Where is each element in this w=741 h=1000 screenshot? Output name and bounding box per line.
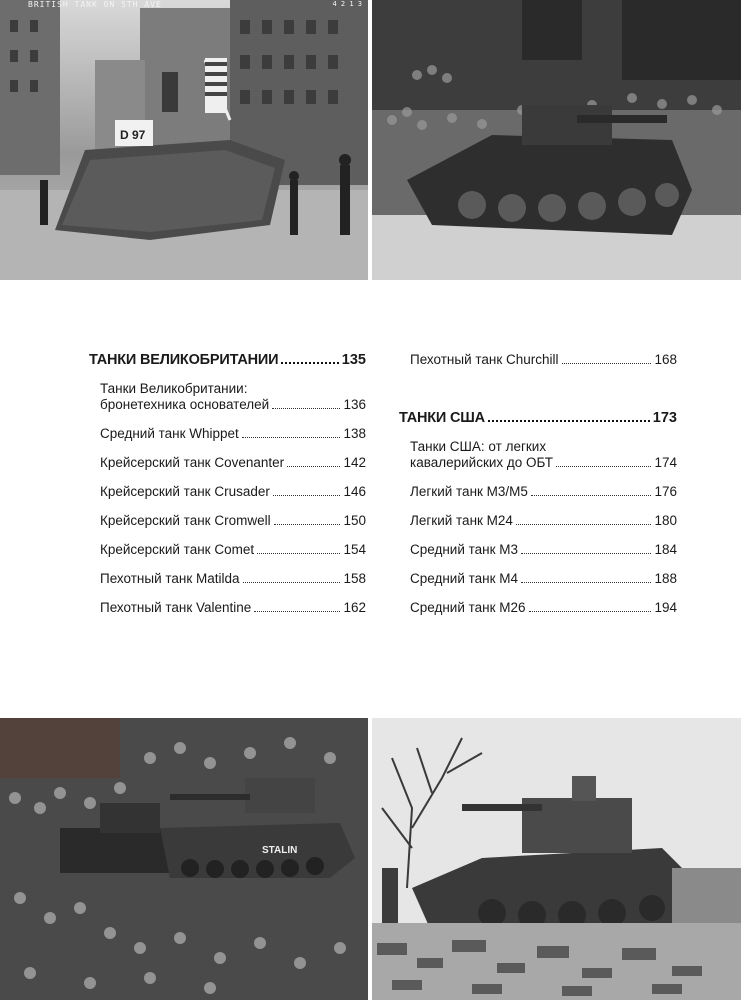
toc-entry-label: Танки Великобритании: бронетехника основателей [100,381,270,412]
toc-entry-label: Пехотный танк Valentine [100,600,252,615]
toc-page-number: 162 [343,600,366,615]
toc-page-number: 168 [654,352,677,367]
toc-entry[interactable] [100,381,366,413]
toc-entry-label: Крейсерский танк Comet [100,542,255,557]
toc-page-number: 135 [341,352,366,368]
toc-leader-dots [529,611,652,612]
toc-leader-dots [521,582,651,583]
toc-entry[interactable] [100,455,366,471]
photo-caption: BRITISH TANK ON 5TH AVE [28,0,162,9]
toc-entry-label: Танки США: от легких кавалерийских до ОБТ [410,439,554,470]
toc-leader-dots [242,437,341,438]
toc-page-number: 142 [343,455,366,470]
toc-page-number: 194 [654,600,677,615]
toc-page-number: 158 [343,571,366,586]
toc-entry[interactable] [100,484,366,500]
toc-entry[interactable] [410,484,677,500]
toc-entry[interactable] [410,571,677,587]
toc-entry-label: Средний танк Whippet [100,426,239,441]
toc-page-number: 173 [652,410,677,426]
photo-cruiser-tank-crowd [372,0,741,280]
toc-page-number: 180 [654,513,677,528]
toc-page-number: 146 [343,484,366,499]
toc-column-right [399,352,677,616]
toc-leader-dots [257,553,340,554]
photo-comet-tank-rubble [372,718,741,1000]
toc-page-number: 174 [654,455,677,470]
toc-page-number: 176 [654,484,677,499]
toc-entry[interactable] [410,513,677,529]
toc-entry[interactable] [100,571,366,587]
toc-entry-label: Крейсерский танк Cromwell [100,513,271,528]
toc-entry[interactable] [410,352,677,368]
toc-column-left [89,352,366,616]
toc-leader-dots [287,466,340,467]
photo-stalin-tank-crowd [0,718,368,1000]
toc-entry[interactable] [410,542,677,558]
toc-entry-label: Средний танк М4 [410,571,519,586]
toc-entry[interactable] [100,426,366,442]
toc-leader-dots [254,611,340,612]
toc-leader-dots [243,582,341,583]
tank-banner-text: D 97 [120,128,146,142]
toc-page-number: 184 [654,542,677,557]
toc-section-label: ТАНКИ США [399,410,485,426]
photo-british-tank-fifth-avenue [0,0,368,280]
toc-entry-label: Пехотный танк Matilda [100,571,240,586]
toc-entry[interactable] [100,600,366,616]
toc-leader-dots [273,495,341,496]
toc-leader-dots [274,524,341,525]
toc-page-number: 188 [654,571,677,586]
toc-entry-label: Средний танк М3 [410,542,519,557]
toc-leader-dots [521,553,651,554]
toc-page-number: 154 [343,542,366,557]
toc-section-label: ТАНКИ ВЕЛИКОБРИТАНИИ [89,352,279,368]
toc-leader-dots [281,362,338,364]
toc-leader-dots [272,408,340,409]
toc-section-usa[interactable] [399,410,677,426]
toc-section-uk[interactable] [89,352,366,368]
toc-entry-label: Средний танк М26 [410,600,526,615]
toc-entry-label: Крейсерский танк Covenanter [100,455,285,470]
toc-entry-label: Легкий танк М3/М5 [410,484,528,499]
toc-entry[interactable] [410,600,677,616]
toc-leader-dots [562,363,652,364]
toc-page-number: 138 [343,426,366,441]
tank-side-text: STALIN [262,845,298,856]
toc-leader-dots [488,420,650,422]
toc-leader-dots [516,524,652,525]
photo-corner-number: 4 2 1 3 [332,0,362,8]
toc-entry-label: Пехотный танк Churchill [410,352,559,367]
toc-leader-dots [531,495,652,496]
toc-page-number: 136 [343,397,366,412]
toc-leader-dots [556,466,651,467]
toc-page-number: 150 [343,513,366,528]
toc-entry[interactable] [410,439,677,471]
toc-entry[interactable] [100,513,366,529]
toc-entry-label: Крейсерский танк Crusader [100,484,270,499]
toc-entry-label: Легкий танк М24 [410,513,513,528]
toc-entry[interactable] [100,542,366,558]
